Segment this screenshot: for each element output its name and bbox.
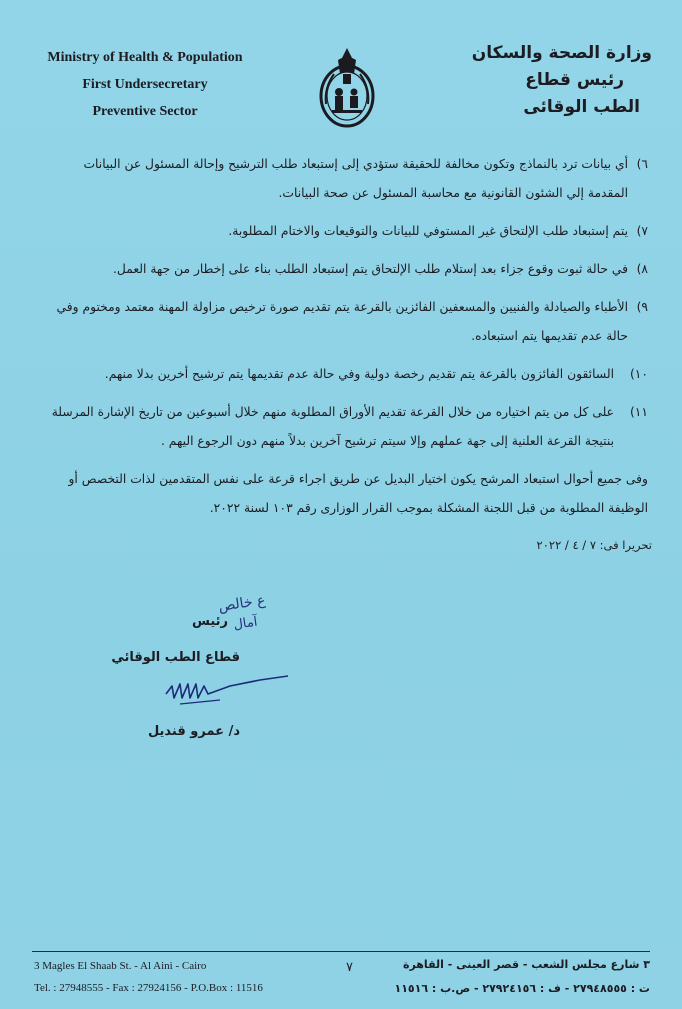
clause-text: يتم إستبعاد طلب الإلتحاق غير المستوفي للبيانات والتوقيعات والاختام المطلوبة. (228, 224, 628, 238)
undersecretary-ar: رئيس قطاع (525, 70, 624, 90)
ministry-name-ar: وزارة الصحة والسكان (471, 43, 652, 63)
footer-english (34, 955, 334, 999)
undersecretary-en: First Undersecretary (82, 77, 208, 92)
clause-6 (42, 150, 648, 208)
clause-text: أي بيانات ترد بالنماذج وتكون مخالفة للحقيقة ستؤدي إلى إستبعاد طلب الترشيح وإحالة المسئول عن البيانات المقدمة إلي الشئون القانونية مع محاسبة المسئول عن صحة البيانات. (83, 157, 628, 200)
clause-number: ٨) (636, 262, 648, 276)
clause-number: ١٠) (629, 367, 648, 381)
signatory-name: د/ عمرو قنديل (147, 724, 240, 739)
clause-text: على كل من يتم اختياره من خلال القرعة تقديم الأوراق المطلوبة منهم خلال أسبوعين من تاريخ الإشارة المرسلة بنتيجة القرعة العلنية إلى جهة عملهم وإلا سيتم ترشيح آخرين بدلاً منهم دون الرجوع اليهم . (51, 405, 614, 448)
clause-text: في حالة ثبوت وقوع جزاء بعد إستلام طلب الإلتحاق يتم إستبعاد الطلب بناء على إخطار من جهة العمل. (112, 262, 628, 276)
sector-en: Preventive Sector (92, 104, 198, 119)
handnote-line-2: آمال (232, 614, 259, 633)
ministry-logo (312, 44, 382, 130)
header-english (30, 44, 260, 125)
clause-7 (42, 217, 648, 246)
clause-number: ٧) (636, 224, 648, 238)
document-body (42, 150, 648, 523)
signatory-sector: قطاع الطب الوقائي (111, 650, 240, 665)
sector-ar: الطب الوقائى (523, 97, 640, 117)
signatory-title: رئيس (191, 614, 228, 629)
clause-number: ٦) (636, 157, 648, 171)
footer-divider (32, 951, 650, 952)
page-number: ٧ (346, 960, 353, 975)
clause-10 (42, 360, 648, 389)
footer-contact-ar: ت : ٢٧٩٤٨٥٥٥ - ف : ٢٧٩٢٤١٥٦ - ص.ب : ١١٥١٦ (394, 982, 650, 995)
clause-text: الأطباء والصيادلة والفنيين والمسعفين الفائزين بالقرعة يتم تقديم صورة ترخيص مزاولة المهنة معتمد ومختوم وفي حالة عدم تقديمها يتم استبعاده. (56, 300, 628, 343)
footer-address-ar: ٣ شارع مجلس الشعب - قصر العينى - القاهرة (402, 958, 650, 971)
clause-text: السائقون الفائزون بالقرعة يتم تقديم رخصة دولية وفي حالة عدم تقديمها يتم ترشيح أخرين بدلا منهم. (104, 367, 614, 381)
clause-9 (42, 293, 648, 351)
clause-number: ٩) (636, 300, 648, 314)
clause-11 (42, 398, 648, 456)
footer-contact-en: Tel. : 27948555 - Fax : 27924156 - P.O.Box : 11516 (34, 982, 263, 994)
issue-date: تحريرا فى: ٧ / ٤ / ٢٠٢٢ (536, 538, 652, 552)
handnote-line-1: ع خالص (217, 592, 267, 615)
ministry-name-en: Ministry of Health & Population (47, 50, 243, 65)
footer-address-en: 3 Magles El Shaab St. - Al Aini - Cairo (34, 960, 207, 972)
header-arabic (432, 40, 652, 121)
clause-number: ١١) (629, 405, 648, 419)
closing-paragraph: وفى جميع أحوال استبعاد المرشح يكون اختيار البديل عن طريق اجراء قرعة على نفس المتقدمين لذات التخصص أو الوظيفة المطلوبة من قبل اللجنة المشكلة بموجب القرار الوزارى رقم ١٠٣ لسنة ٢٠٢٢. (68, 472, 648, 515)
clause-8 (42, 255, 648, 284)
handwritten-note (200, 588, 270, 638)
handwritten-signature (160, 664, 300, 714)
footer-arabic (350, 953, 650, 1001)
